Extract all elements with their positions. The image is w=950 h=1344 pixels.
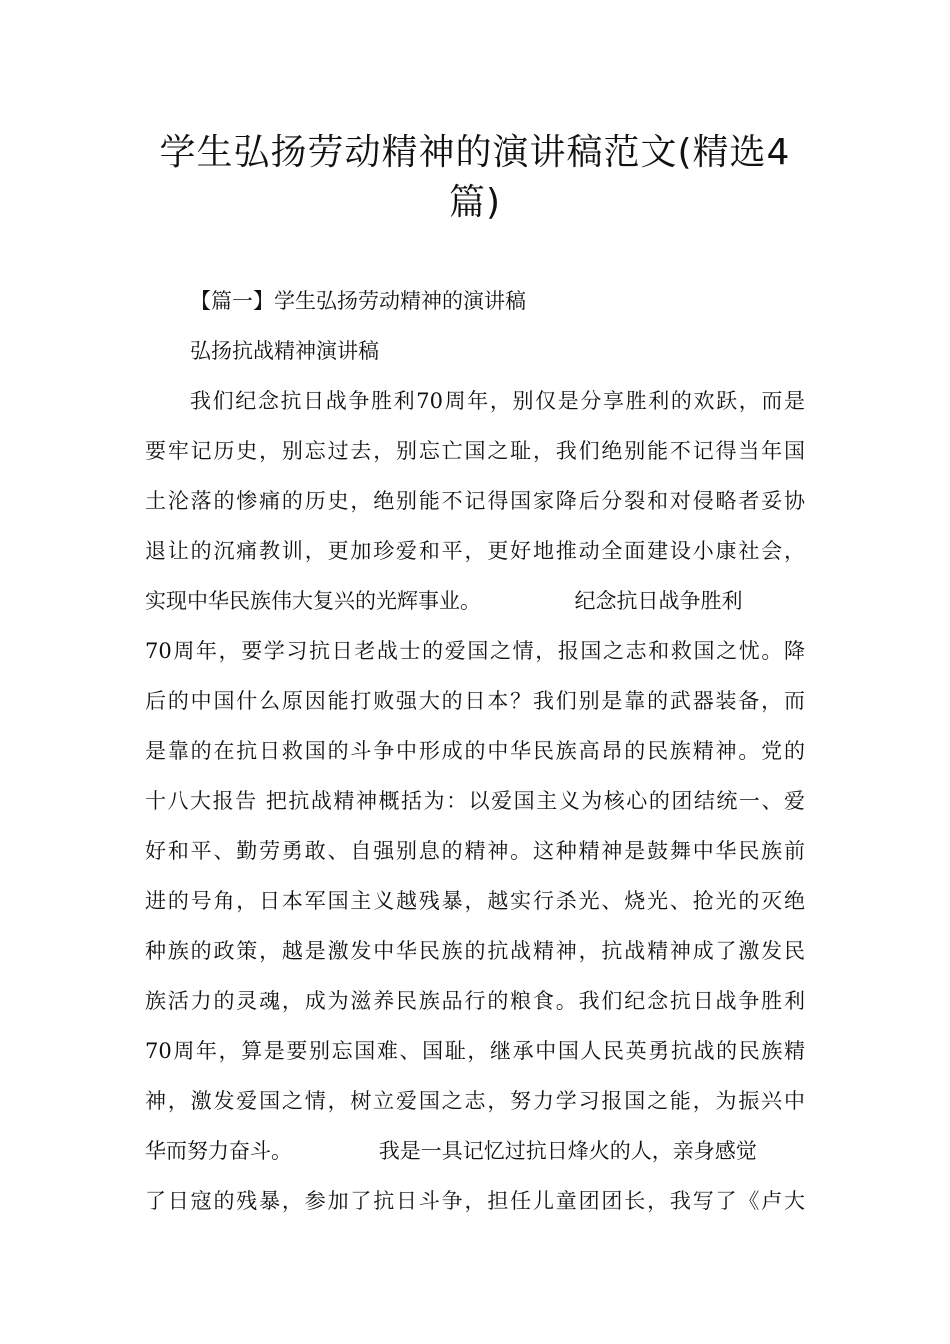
document-title	[130, 128, 820, 228]
body-line: 土沦落的惨痛的历史，绝别能不记得国家降后分裂和对侵略者妥协	[145, 489, 805, 513]
body-line: 神，激发爱国之情，树立爱国之志，努力学习报国之能，为振兴中	[145, 1089, 805, 1113]
body-line: 十八大报告 把抗战精神概括为：以爱国主义为核心的团结统一、爱	[145, 789, 805, 813]
body-line: 了日寇的残暴，参加了抗日斗争，担任儿童团团长，我写了《卢大	[145, 1189, 805, 1213]
body-line: 70周年，算是要别忘国难、国耻，继承中国人民英勇抗战的民族精	[145, 1039, 805, 1063]
body-line: 种族的政策，越是激发中华民族的抗战精神，抗战精神成了激发民	[145, 939, 805, 963]
title-line-1: 学生弘扬劳动精神的演讲稿范文(精选4	[159, 132, 791, 173]
body-line: 后的中国什么原因能打败强大的日本？我们别是靠的武器装备，而	[145, 689, 805, 713]
body-line: 退让的沉痛教训，更加珍爱和平，更好地推动全面建设小康社会，	[145, 539, 805, 563]
body-line: 华而努力奋斗。 我是一具记忆过抗日烽火的人，亲身感觉	[145, 1139, 757, 1163]
body-line: 是靠的在抗日救国的斗争中形成的中华民族高昂的民族精神。党的	[145, 739, 805, 763]
speech-subtitle: 弘扬抗战精神演讲稿	[190, 339, 379, 363]
body-line: 族活力的灵魂，成为滋养民族品行的粮食。我们纪念抗日战争胜利	[145, 989, 805, 1013]
body-line: 要牢记历史，别忘过去，别忘亡国之耻，我们绝别能不记得当年国	[145, 439, 805, 463]
body-line: 实现中华民族伟大复兴的光辉事业。 纪念抗日战争胜利	[145, 589, 743, 613]
body-line: 好和平、勤劳勇敢、自强别息的精神。这种精神是鼓舞中华民族前	[145, 839, 805, 863]
title-line-2: 篇)	[448, 182, 502, 223]
section-heading: 【篇一】学生弘扬劳动精神的演讲稿	[190, 289, 526, 313]
body-line: 70周年，要学习抗日老战士的爱国之情，报国之志和救国之忧。降	[145, 639, 805, 663]
body-line: 进的号角，日本军国主义越残暴，越实行杀光、烧光、抢光的灭绝	[145, 889, 805, 913]
body-line: 我们纪念抗日战争胜利70周年，别仅是分享胜利的欢跃，而是	[190, 389, 805, 413]
